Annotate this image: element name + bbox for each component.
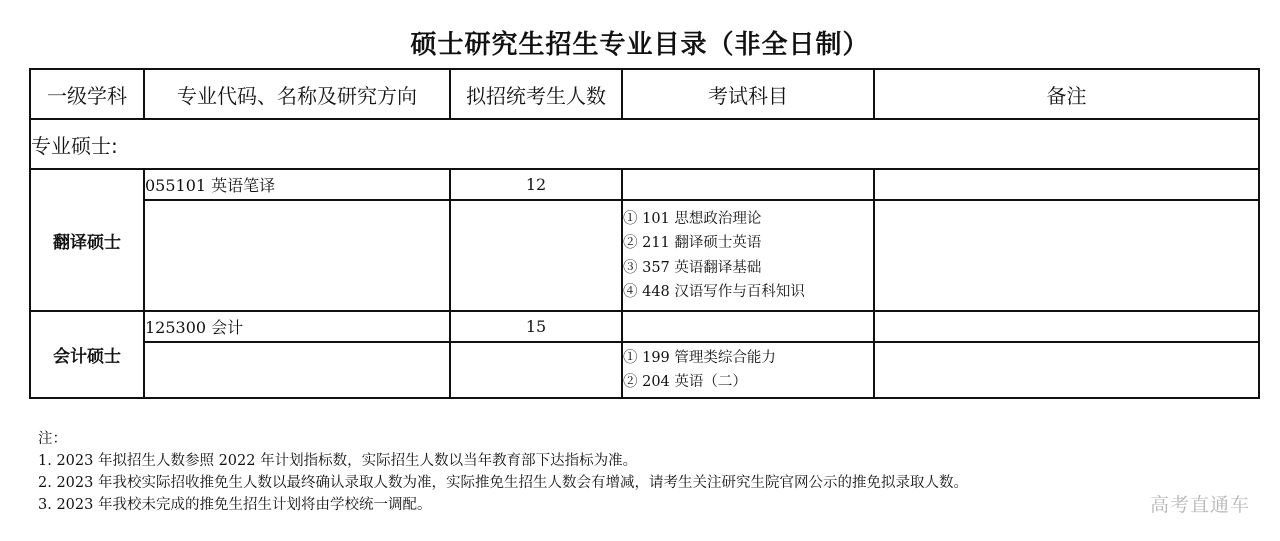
major-empty-cell [144,342,450,398]
table-row [30,169,1259,200]
section-label: 专业硕士: [30,119,1259,169]
table-row [30,342,1259,398]
page-title: 硕士研究生招生专业目录（非全日制） [410,30,870,60]
quota-empty-cell [450,200,622,311]
notes-heading: 注： [38,431,67,447]
table-row [30,200,1259,311]
exams-cell [622,342,874,398]
note-item: 2. 2023 年我校实际招收推免生人数以最终确认录取人数为准，实际推免生招生人数会有增减，请考生关注研究生院官网公示的推免拟录取人数。 [38,475,968,491]
exam-item: ② 204 英语（二） [623,374,747,390]
notes-block [38,428,968,516]
exam-item: ③ 357 英语翻译基础 [623,259,762,276]
exam-item: ① 199 管理类综合能力 [623,349,776,366]
exam-item: ④ 448 汉语写作与百科知识 [623,284,805,300]
exams-empty-cell [622,169,874,200]
exams-empty-cell [622,311,874,342]
exam-item: ① 101 思想政治理论 [623,210,762,227]
quota-cell: 12 [450,169,622,200]
subject-name: 会计硕士 [30,311,144,398]
remarks-cell [874,169,1259,200]
section-row [30,119,1259,169]
table-header-row [30,69,1259,119]
note-item: 3. 2023 年我校未完成的推免生招生计划将由学校统一调配。 [38,497,432,513]
quota-cell: 15 [450,311,622,342]
remarks-cell [874,200,1259,311]
header-exams: 考试科目 [622,69,874,119]
remarks-cell [874,342,1259,398]
table-row [30,311,1259,342]
quota-empty-cell [450,342,622,398]
header-remarks: 备注 [874,69,1259,119]
watermark: 高考直通车 [1149,494,1250,516]
major-cell: 055101 英语笔译 [144,169,450,200]
header-quota: 拟招统考生人数 [450,69,622,119]
exam-item: ② 211 翻译硕士英语 [623,235,762,251]
note-item: 1. 2023 年拟招生人数参照 2022 年计划指标数，实际招生人数以当年教育部下达指标为准。 [38,453,638,469]
major-empty-cell [144,200,450,311]
major-cell: 125300 会计 [144,311,450,342]
subject-name: 翻译硕士 [30,169,144,311]
header-discipline: 一级学科 [30,69,144,119]
header-major: 专业代码、名称及研究方向 [144,69,450,119]
remarks-cell [874,311,1259,342]
exams-cell [622,200,874,311]
catalog-table [29,68,1260,399]
